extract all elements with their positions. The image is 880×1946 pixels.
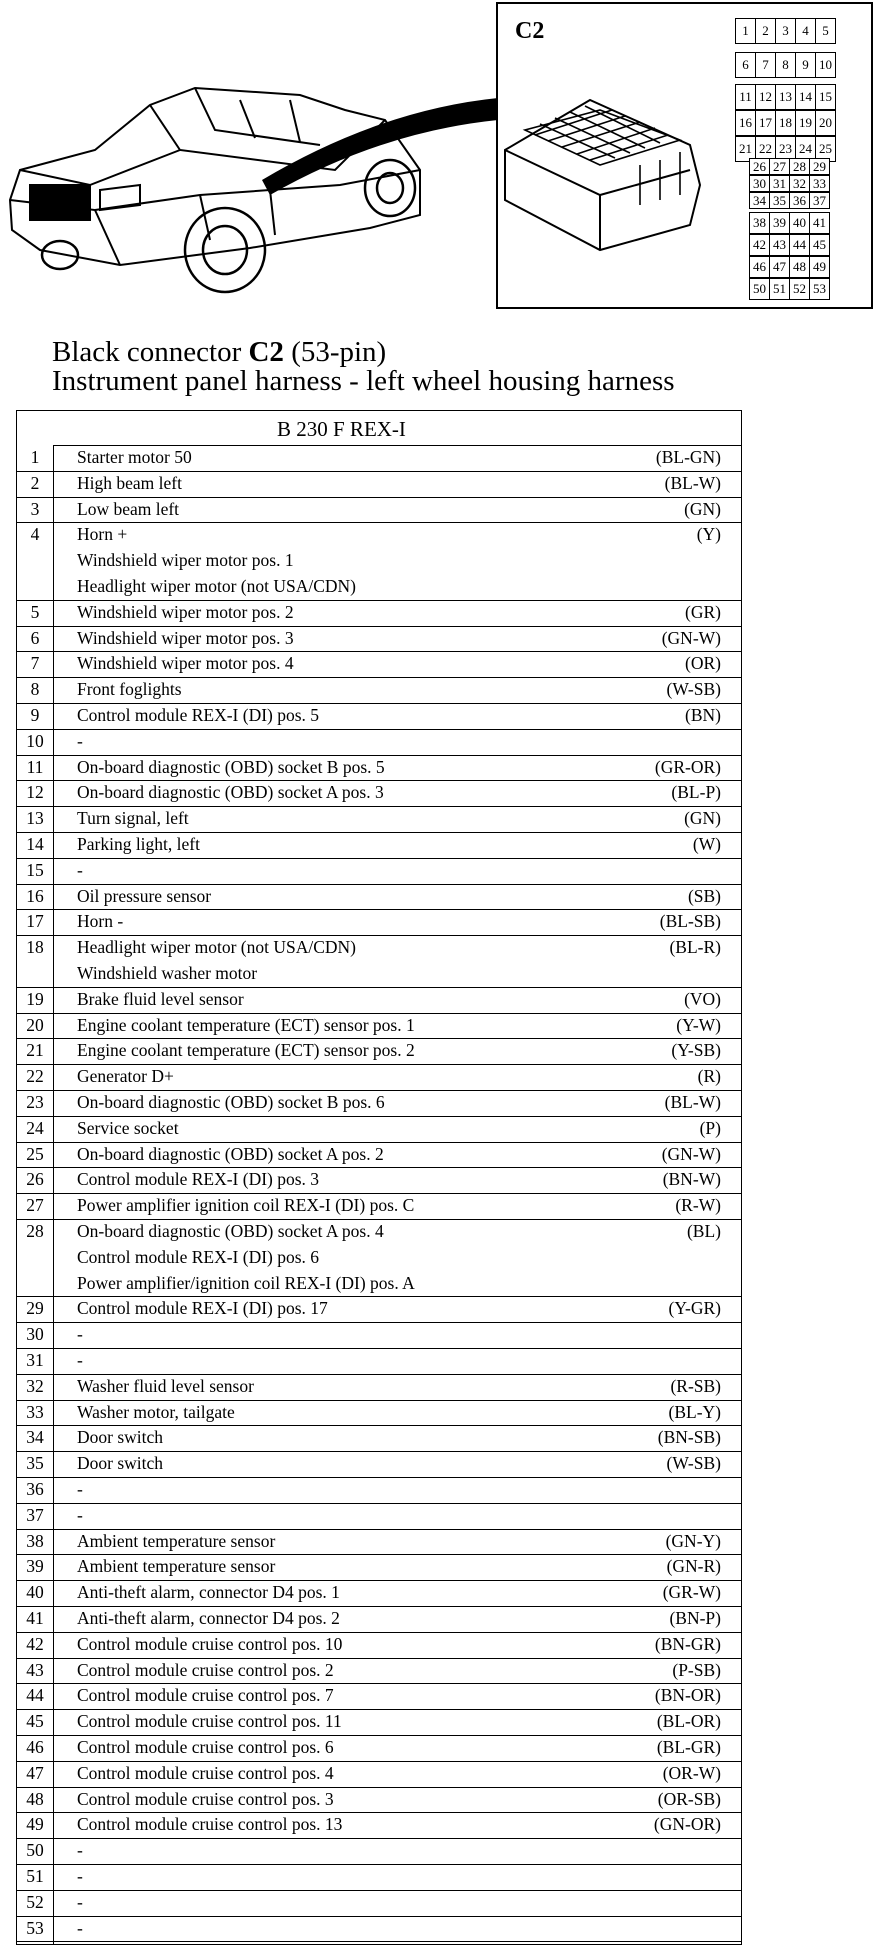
pin-number: 15 — [26, 859, 44, 880]
wire-color-code: (BL-R) — [669, 937, 721, 958]
table-row — [17, 1322, 741, 1349]
connector-pin: 32 — [789, 175, 810, 192]
page-subtitle: Instrument panel harness - left wheel housing harness — [52, 365, 675, 397]
pin-number: 39 — [26, 1556, 44, 1577]
connector-pin: 4 — [795, 18, 816, 44]
connector-pin: 22 — [755, 136, 776, 162]
engine-variant-label: B 230 F REX-I — [277, 417, 406, 441]
pin-number: 27 — [26, 1195, 44, 1216]
connector-pin: 8 — [775, 52, 796, 78]
circuit-description: On-board diagnostic (OBD) socket A pos. 4 — [77, 1221, 384, 1241]
pin-number: 22 — [26, 1066, 44, 1087]
table-row — [17, 987, 741, 1014]
connector-pin: 13 — [775, 84, 796, 110]
circuit-description: Power amplifier/ignition coil REX-I (DI) pos. A — [77, 1272, 415, 1293]
table-row — [17, 1890, 741, 1917]
connector-pin: 39 — [769, 212, 790, 234]
connector-pin: 11 — [735, 84, 756, 110]
connector-pin: 19 — [795, 110, 816, 136]
connector-pin: 9 — [795, 52, 816, 78]
pin-number: 13 — [26, 808, 44, 829]
pin-number: 18 — [26, 937, 44, 958]
pin-number: 42 — [26, 1633, 44, 1654]
wire-color-code: (OR) — [685, 653, 721, 674]
table-row — [17, 1683, 741, 1710]
circuit-description: Control module cruise control pos. 13 — [77, 1814, 343, 1835]
table-row — [17, 626, 741, 653]
connector-pin: 16 — [735, 110, 756, 136]
title-connector: C2 — [248, 336, 284, 368]
circuit-description: Control module cruise control pos. 7 — [77, 1685, 334, 1706]
circuit-description: Control module cruise control pos. 6 — [77, 1737, 334, 1757]
pin-number: 29 — [26, 1298, 44, 1319]
wire-color-code: (BL-SB) — [659, 911, 721, 932]
circuit-description: Starter motor 50 — [77, 447, 192, 467]
circuit-description: Parking light, left — [77, 834, 200, 854]
pin-number: 49 — [26, 1814, 44, 1835]
pin-number: 43 — [26, 1659, 44, 1680]
wire-color-code: (W-SB) — [666, 1453, 721, 1474]
table-row — [17, 1116, 741, 1143]
table-row — [17, 806, 741, 833]
pin-number: 24 — [26, 1117, 44, 1138]
pin-number: 45 — [26, 1711, 44, 1732]
pin-number: 48 — [26, 1788, 44, 1809]
wire-color-code: (BL-GR) — [656, 1737, 721, 1757]
wire-color-code: (Y-W) — [676, 1014, 721, 1035]
circuit-description: Engine coolant temperature (ECT) sensor pos. 2 — [77, 1040, 415, 1061]
pin-number: 14 — [26, 834, 44, 854]
wire-color-code: (Y-GR) — [668, 1298, 721, 1319]
wire-color-code: (BN-W) — [662, 1169, 721, 1190]
table-row — [17, 1709, 741, 1736]
pin-number: 4 — [30, 524, 40, 545]
circuit-description: Control module cruise control pos. 3 — [77, 1788, 334, 1809]
pin-number: 32 — [26, 1375, 44, 1396]
connector-pin: 36 — [789, 192, 810, 209]
pin-number: 47 — [26, 1762, 44, 1783]
pin-number: 28 — [26, 1221, 44, 1241]
wire-color-code: (GN-R) — [666, 1556, 721, 1577]
connector-pin: 15 — [815, 84, 836, 110]
circuit-description: Low beam left — [77, 498, 180, 519]
wire-color-code: (R) — [697, 1066, 721, 1087]
pin-number: 26 — [26, 1169, 44, 1190]
circuit-description: Control module cruise control pos. 2 — [77, 1659, 334, 1680]
pin-number: 31 — [26, 1350, 44, 1370]
table-row — [17, 1013, 741, 1040]
pin-number: 17 — [26, 911, 44, 932]
connector-pin: 35 — [769, 192, 790, 209]
wire-color-code: (GR-W) — [662, 1582, 721, 1603]
pin-number: 8 — [30, 679, 40, 700]
table-row — [17, 1167, 741, 1194]
connector-pin: 12 — [755, 84, 776, 110]
connector-pin: 23 — [775, 136, 796, 162]
pin-number: 6 — [30, 627, 40, 648]
pin-number: 37 — [26, 1504, 44, 1525]
table-row — [17, 1374, 741, 1401]
pin-number: 41 — [26, 1608, 44, 1628]
wire-color-code: (P) — [699, 1117, 721, 1138]
connector-pin: 37 — [809, 192, 830, 209]
pin-number: 5 — [30, 601, 40, 622]
connector-pin: 48 — [789, 256, 810, 278]
wire-color-code: (GN) — [684, 808, 721, 829]
table-row — [17, 1838, 741, 1865]
wire-color-code: (Y) — [696, 524, 721, 545]
circuit-description: Control module REX-I (DI) pos. 17 — [77, 1298, 328, 1319]
wire-color-code: (BL-Y) — [668, 1401, 721, 1422]
table-row — [17, 1477, 741, 1504]
connector-pin: 41 — [809, 212, 830, 234]
pin-number: 53 — [26, 1917, 44, 1938]
table-row — [17, 703, 741, 730]
circuit-description: - — [77, 1891, 83, 1912]
wire-color-code: (W) — [692, 834, 721, 854]
pin-number: 23 — [26, 1092, 44, 1112]
page-title — [52, 338, 386, 366]
connector-pin: 43 — [769, 234, 790, 256]
connector-pin: 31 — [769, 175, 790, 192]
table-row — [17, 1219, 741, 1297]
connector-pin: 49 — [809, 256, 830, 278]
table-row — [17, 1606, 741, 1633]
pin-number: 51 — [26, 1866, 44, 1886]
wire-color-code: (OR-SB) — [657, 1788, 721, 1809]
circuit-description: Service socket — [77, 1117, 179, 1138]
table-row — [17, 1142, 741, 1169]
wire-color-code: (BL) — [686, 1221, 721, 1241]
pin-number: 3 — [30, 498, 40, 519]
table-row — [17, 1580, 741, 1607]
table-row — [17, 1090, 741, 1117]
pin-number: 7 — [30, 653, 40, 674]
connector-figure — [0, 0, 880, 320]
pin-number: 2 — [30, 472, 40, 493]
connector-pin: 33 — [809, 175, 830, 192]
connector-pin: 2 — [755, 18, 776, 44]
connector-pin: 29 — [809, 158, 830, 175]
circuit-description: Washer motor, tailgate — [77, 1401, 235, 1422]
table-row — [17, 1812, 741, 1839]
circuit-description: On-board diagnostic (OBD) socket A pos. 2 — [77, 1143, 384, 1164]
table-row — [17, 755, 741, 782]
circuit-description: Door switch — [77, 1453, 164, 1474]
circuit-description: Brake fluid level sensor — [77, 988, 244, 1009]
circuit-description: Anti-theft alarm, connector D4 pos. 1 — [77, 1582, 340, 1603]
circuit-description: Oil pressure sensor — [77, 885, 212, 906]
table-row — [17, 1529, 741, 1556]
connector-pin: 6 — [735, 52, 756, 78]
pin-number: 9 — [30, 705, 40, 725]
table-row — [17, 858, 741, 885]
connector-pin: 50 — [749, 278, 770, 300]
circuit-description: Control module REX-I (DI) pos. 6 — [77, 1246, 320, 1267]
wire-color-code: (P-SB) — [672, 1659, 721, 1680]
circuit-description: - — [77, 730, 83, 751]
table-row — [17, 1348, 741, 1375]
connector-pin: 42 — [749, 234, 770, 256]
table-row — [17, 832, 741, 859]
connector-pin: 46 — [749, 256, 770, 278]
circuit-description: On-board diagnostic (OBD) socket B pos. 6 — [77, 1092, 385, 1112]
circuit-description: Control module cruise control pos. 4 — [77, 1762, 334, 1783]
wire-color-code: (BL-W) — [664, 1092, 721, 1112]
table-row — [17, 1761, 741, 1788]
connector-pin: 20 — [815, 110, 836, 136]
table-row — [17, 1038, 741, 1065]
circuit-description: Door switch — [77, 1427, 164, 1448]
pin-number: 10 — [26, 730, 44, 751]
circuit-description: Turn signal, left — [77, 808, 189, 829]
table-row — [17, 1735, 741, 1762]
circuit-description: Windshield wiper motor pos. 1 — [77, 550, 294, 571]
connector-pin: 18 — [775, 110, 796, 136]
connector-pin: 51 — [769, 278, 790, 300]
wire-color-code: (BL-W) — [664, 472, 721, 493]
table-row — [17, 1916, 741, 1943]
pin-number: 19 — [26, 988, 44, 1009]
connector-pin: 27 — [769, 158, 790, 175]
circuit-description: Washer fluid level sensor — [77, 1375, 254, 1396]
circuit-description: Horn + — [77, 524, 128, 545]
table-header — [53, 411, 741, 446]
wire-color-code: (BN-GR) — [654, 1633, 721, 1654]
circuit-description: Front foglights — [77, 679, 182, 700]
wire-color-code: (GN) — [684, 498, 721, 519]
table-row — [17, 1400, 741, 1427]
pin-number: 52 — [26, 1891, 44, 1912]
circuit-description: Ambient temperature sensor — [77, 1530, 276, 1551]
pin-number: 38 — [26, 1530, 44, 1551]
title-prefix: Black connector — [52, 336, 249, 368]
circuit-description: - — [77, 1917, 83, 1938]
connector-pin: 14 — [795, 84, 816, 110]
pin-number: 40 — [26, 1582, 44, 1603]
circuit-description: Windshield wiper motor pos. 2 — [77, 601, 294, 622]
wire-color-code: (GR-OR) — [654, 756, 721, 777]
table-row — [17, 909, 741, 936]
table-row — [17, 1064, 741, 1091]
table-row — [17, 1658, 741, 1685]
pin-number: 25 — [26, 1143, 44, 1164]
pin-number: 33 — [26, 1401, 44, 1422]
circuit-description: - — [77, 1504, 83, 1525]
circuit-description: On-board diagnostic (OBD) socket A pos. 3 — [77, 782, 384, 803]
table-row — [17, 1296, 741, 1323]
pin-number: 44 — [26, 1685, 44, 1706]
circuit-description: Anti-theft alarm, connector D4 pos. 2 — [77, 1608, 340, 1628]
circuit-description: - — [77, 859, 83, 880]
wire-color-code: (GR) — [685, 601, 721, 622]
circuit-description: Control module REX-I (DI) pos. 5 — [77, 705, 320, 725]
connector-pin: 45 — [809, 234, 830, 256]
circuit-description: Control module cruise control pos. 10 — [77, 1633, 343, 1654]
connector-pin: 3 — [775, 18, 796, 44]
circuit-description: Headlight wiper motor (not USA/CDN) — [77, 575, 356, 596]
circuit-description: Windshield wiper motor pos. 3 — [77, 627, 294, 648]
table-row — [17, 1503, 741, 1530]
table-row — [17, 651, 741, 678]
connector-pin: 24 — [795, 136, 816, 162]
circuit-description: Generator D+ — [77, 1066, 174, 1087]
connector-pin: 26 — [749, 158, 770, 175]
pin-number: 20 — [26, 1014, 44, 1035]
circuit-description: Windshield wiper motor pos. 4 — [77, 653, 294, 674]
wire-color-code: (GN-W) — [661, 1143, 721, 1164]
wire-color-code: (SB) — [687, 885, 721, 906]
connector-pin: 53 — [809, 278, 830, 300]
wire-color-code: (W-SB) — [666, 679, 721, 700]
circuit-description: - — [77, 1840, 83, 1861]
title-suffix: (53-pin) — [283, 336, 387, 368]
table-row — [17, 471, 741, 498]
connector-pin: 25 — [815, 136, 836, 162]
connector-pin: 10 — [815, 52, 836, 78]
connector-pin: 21 — [735, 136, 756, 162]
connector-pin: 1 — [735, 18, 756, 44]
wire-color-code: (BL-OR) — [656, 1711, 721, 1732]
circuit-description: - — [77, 1350, 83, 1370]
connector-pin: 28 — [789, 158, 810, 175]
circuit-description: Horn - — [77, 911, 124, 932]
table-row — [17, 1864, 741, 1891]
pin-number: 46 — [26, 1737, 44, 1757]
pinout-table — [16, 410, 742, 1945]
table-row — [17, 1193, 741, 1220]
circuit-description: High beam left — [77, 472, 182, 493]
pin-number: 11 — [26, 756, 44, 777]
pin-number: 30 — [26, 1324, 44, 1345]
pin-number: 1 — [30, 447, 40, 467]
wire-color-code: (VO) — [684, 988, 721, 1009]
connector-pin: 17 — [755, 110, 776, 136]
table-row — [17, 884, 741, 911]
connector-pin: 30 — [749, 175, 770, 192]
pin-number: 35 — [26, 1453, 44, 1474]
connector-pin: 34 — [749, 192, 770, 209]
pin-number: 50 — [26, 1840, 44, 1861]
wire-color-code: (BN-OR) — [654, 1685, 721, 1706]
wire-color-code: (GN-OR) — [653, 1814, 721, 1835]
table-row — [17, 1425, 741, 1452]
circuit-description: Control module cruise control pos. 11 — [77, 1711, 342, 1732]
table-row — [17, 1451, 741, 1478]
circuit-description: Power amplifier ignition coil REX-I (DI) pos. C — [77, 1195, 415, 1216]
table-row — [17, 522, 741, 600]
circuit-description: On-board diagnostic (OBD) socket B pos. 5 — [77, 756, 385, 777]
circuit-description: Control module REX-I (DI) pos. 3 — [77, 1169, 320, 1190]
table-row — [17, 600, 741, 627]
connector-label: C2 — [515, 18, 545, 44]
circuit-description: - — [77, 1866, 83, 1886]
table-row — [17, 677, 741, 704]
wire-color-code: (BL-GN) — [655, 447, 721, 467]
wire-color-code: (Y-SB) — [671, 1040, 721, 1061]
wire-color-code: (BN-SB) — [657, 1427, 721, 1448]
connector-pin: 7 — [755, 52, 776, 78]
table-row — [17, 1554, 741, 1581]
pin-number: 21 — [26, 1040, 44, 1061]
connector-pin: 40 — [789, 212, 810, 234]
wire-color-code: (BL-P) — [671, 782, 721, 803]
connector-pin: 52 — [789, 278, 810, 300]
table-row — [17, 729, 741, 756]
table-row — [17, 1787, 741, 1814]
wire-color-code: (OR-W) — [662, 1762, 721, 1783]
pin-number: 12 — [26, 782, 44, 803]
circuit-description: - — [77, 1479, 83, 1499]
circuit-description: - — [77, 1324, 83, 1345]
connector-pin: 38 — [749, 212, 770, 234]
pin-number: 34 — [26, 1427, 44, 1448]
wire-color-code: (BN) — [685, 705, 721, 725]
table-row — [17, 445, 741, 472]
wire-color-code: (BN-P) — [669, 1608, 721, 1628]
wire-color-code: (GN-W) — [661, 627, 721, 648]
table-row — [17, 497, 741, 524]
circuit-description: Ambient temperature sensor — [77, 1556, 276, 1577]
connector-pin: 47 — [769, 256, 790, 278]
wire-color-code: (R-SB) — [670, 1375, 721, 1396]
pin-number: 36 — [26, 1479, 44, 1499]
table-row — [17, 780, 741, 807]
pin-number: 16 — [26, 885, 44, 906]
circuit-description: Headlight wiper motor (not USA/CDN) — [77, 937, 356, 958]
connector-pin: 5 — [815, 18, 836, 44]
connector-pin: 44 — [789, 234, 810, 256]
circuit-description: Windshield washer motor — [77, 962, 258, 983]
wire-color-code: (R-W) — [675, 1195, 721, 1216]
table-row — [17, 1632, 741, 1659]
wire-color-code: (GN-Y) — [665, 1530, 721, 1551]
table-row — [17, 935, 741, 988]
circuit-description: Engine coolant temperature (ECT) sensor pos. 1 — [77, 1014, 415, 1035]
